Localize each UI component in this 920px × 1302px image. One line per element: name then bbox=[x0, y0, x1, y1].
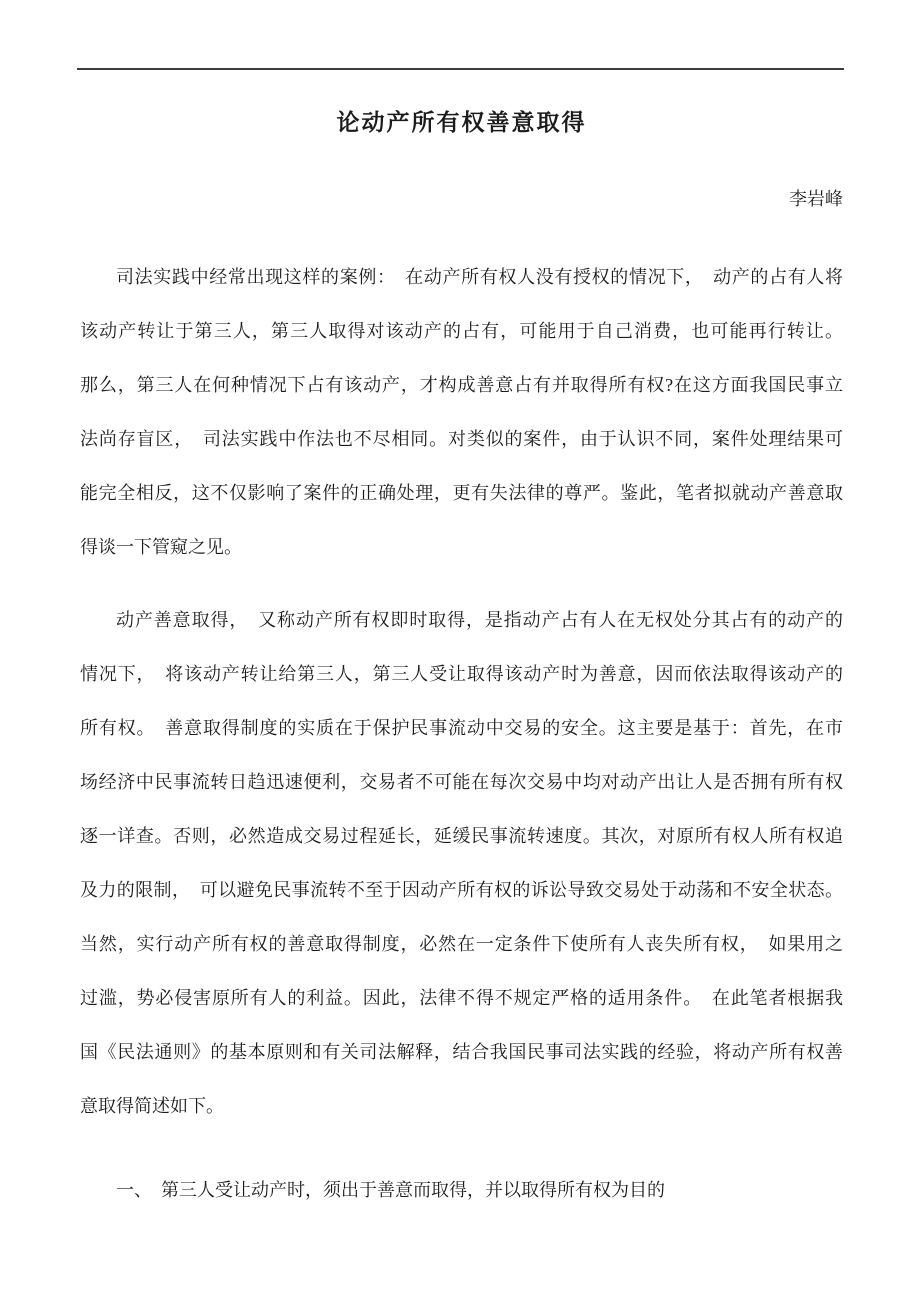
text-line: 一、 第三人受让动产时，须出于善意而取得，并以取得所有权为目的 bbox=[116, 1180, 665, 1200]
text-line: 得谈一下管窥之见。 bbox=[80, 537, 242, 557]
paragraph-intro bbox=[80, 250, 843, 574]
document-title: 论动产所有权善意取得 bbox=[336, 110, 587, 135]
text-line: 能完全相反，这不仅影响了案件的正确处理，更有失法律的尊严。鉴此，笔者拟就动产善意取 bbox=[80, 483, 843, 503]
document-body bbox=[80, 250, 843, 1217]
text-line: 国《民法通则》的基本原则和有关司法解释，结合我国民事司法实践的经验，将动产所有权善 bbox=[80, 1042, 843, 1062]
paragraph-definition bbox=[80, 593, 843, 1133]
author-name: 李岩峰 bbox=[789, 189, 843, 209]
text-line: 所有权。 善意取得制度的实质在于保护民事流动中交易的安全。这主要是基于：首先，在市 bbox=[80, 718, 843, 738]
text-line: 当然，实行动产所有权的善意取得制度，必然在一定条件下使所有人丧失所有权， 如果用之 bbox=[80, 934, 843, 954]
text-line: 及力的限制， 可以避免民事流转不至于因动产所有权的诉讼导致交易处于动荡和不安全状态。 bbox=[80, 880, 843, 900]
text-line: 动产善意取得， 又称动产所有权即时取得，是指动产占有人在无权处分其占有的动产的 bbox=[116, 610, 843, 630]
paragraph-section-1-heading bbox=[80, 1163, 843, 1217]
text-line: 场经济中民事流转日趋迅速便利，交易者不可能在每次交易中均对动产出让人是否拥有所有权 bbox=[80, 772, 843, 792]
header-rule bbox=[77, 68, 844, 70]
text-line: 司法实践中经常出现这样的案例： 在动产所有权人没有授权的情况下， 动产的占有人将 bbox=[116, 267, 843, 287]
text-line: 意取得简述如下。 bbox=[80, 1096, 224, 1116]
text-line: 过滥，势必侵害原所有人的利益。因此，法律不得不规定严格的适用条件。 在此笔者根据我 bbox=[80, 988, 843, 1008]
text-line: 情况下， 将该动产转让给第三人，第三人受让取得该动产时为善意，因而依法取得该动产的 bbox=[80, 664, 843, 684]
text-line: 该动产转让于第三人，第三人取得对该动产的占有，可能用于自己消费，也可能再行转让。 bbox=[80, 321, 843, 341]
text-line: 那么，第三人在何种情况下占有该动产，才构成善意占有并取得所有权?在这方面我国民事立 bbox=[80, 375, 843, 395]
text-line: 法尚存盲区， 司法实践中作法也不尽相同。对类似的案件，由于认识不同，案件处理结果可 bbox=[80, 429, 843, 449]
text-line: 逐一详查。否则，必然造成交易过程延长，延缓民事流转速度。其次，对原所有权人所有权追 bbox=[80, 826, 843, 846]
